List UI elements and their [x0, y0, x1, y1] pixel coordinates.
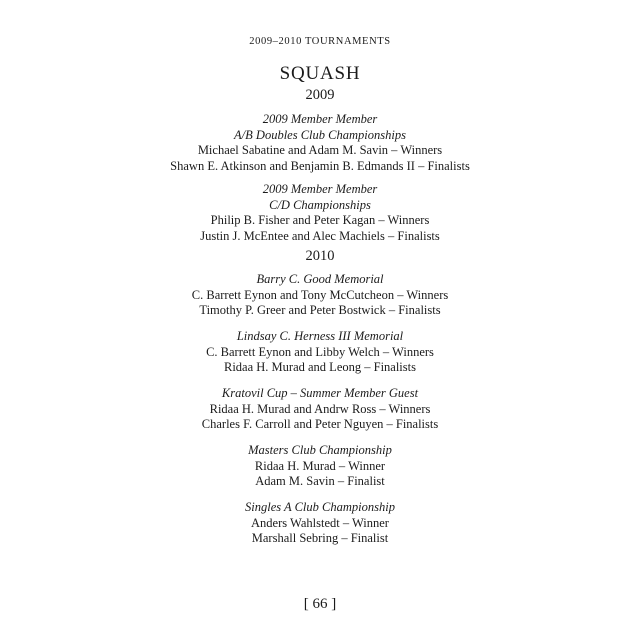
result-line: Marshall Sebring – Finalist	[251, 531, 389, 545]
result-line: C. Barrett Eynon and Libby Welch – Winners	[206, 344, 434, 359]
tournament-entry	[0, 112, 640, 174]
result-line: Timothy P. Greer and Peter Bostwick – Finalists	[199, 303, 441, 317]
result-line: Philip B. Fisher and Peter Kagan – Winners	[210, 213, 430, 227]
result-line: Ridaa H. Murad and Leong – Finalists	[224, 360, 416, 374]
year-heading-2010: 2010	[305, 248, 335, 264]
result-line: Ridaa H. Murad – Winner	[254, 458, 386, 473]
event-title: Singles A Club Championship	[245, 500, 395, 514]
event-title: Lindsay C. Herness III Memorial	[236, 329, 404, 343]
page-number: [ 66 ]	[303, 596, 337, 612]
event-title: A/B Doubles Club Championships	[234, 127, 406, 142]
tournament-entry	[0, 182, 640, 244]
tournament-entry	[0, 329, 640, 376]
section-title: SQUASH	[279, 63, 361, 84]
event-title: Masters Club Championship	[248, 443, 392, 457]
event-title: 2009 Member Member	[262, 112, 378, 126]
event-title: Barry C. Good Memorial	[256, 272, 384, 286]
tournament-entry	[0, 500, 640, 547]
year-heading-2009: 2009	[305, 87, 335, 103]
tournament-entry	[0, 443, 640, 490]
result-line: Adam M. Savin – Finalist	[255, 474, 385, 488]
event-title: C/D Championships	[269, 197, 371, 212]
result-line: Shawn E. Atkinson and Benjamin B. Edmands II – Finalists	[170, 158, 470, 173]
event-title: 2009 Member Member	[262, 182, 378, 196]
result-line: Ridaa H. Murad and Andrw Ross – Winners	[209, 401, 431, 416]
result-line: Anders Wahlstedt – Winner	[251, 515, 389, 530]
tournament-entry	[0, 272, 640, 319]
result-line: Charles F. Carroll and Peter Nguyen – Finalists	[201, 417, 439, 431]
result-line: Justin J. McEntee and Alec Machiels – Finalists	[200, 228, 440, 243]
tournament-entry	[0, 386, 640, 433]
event-title: Kratovil Cup – Summer Member Guest	[221, 386, 419, 400]
result-line: C. Barrett Eynon and Tony McCutcheon – Winners	[191, 287, 449, 302]
result-line: Michael Sabatine and Adam M. Savin – Winners	[197, 143, 443, 157]
running-head: 2009–2010 TOURNAMENTS	[249, 36, 391, 47]
